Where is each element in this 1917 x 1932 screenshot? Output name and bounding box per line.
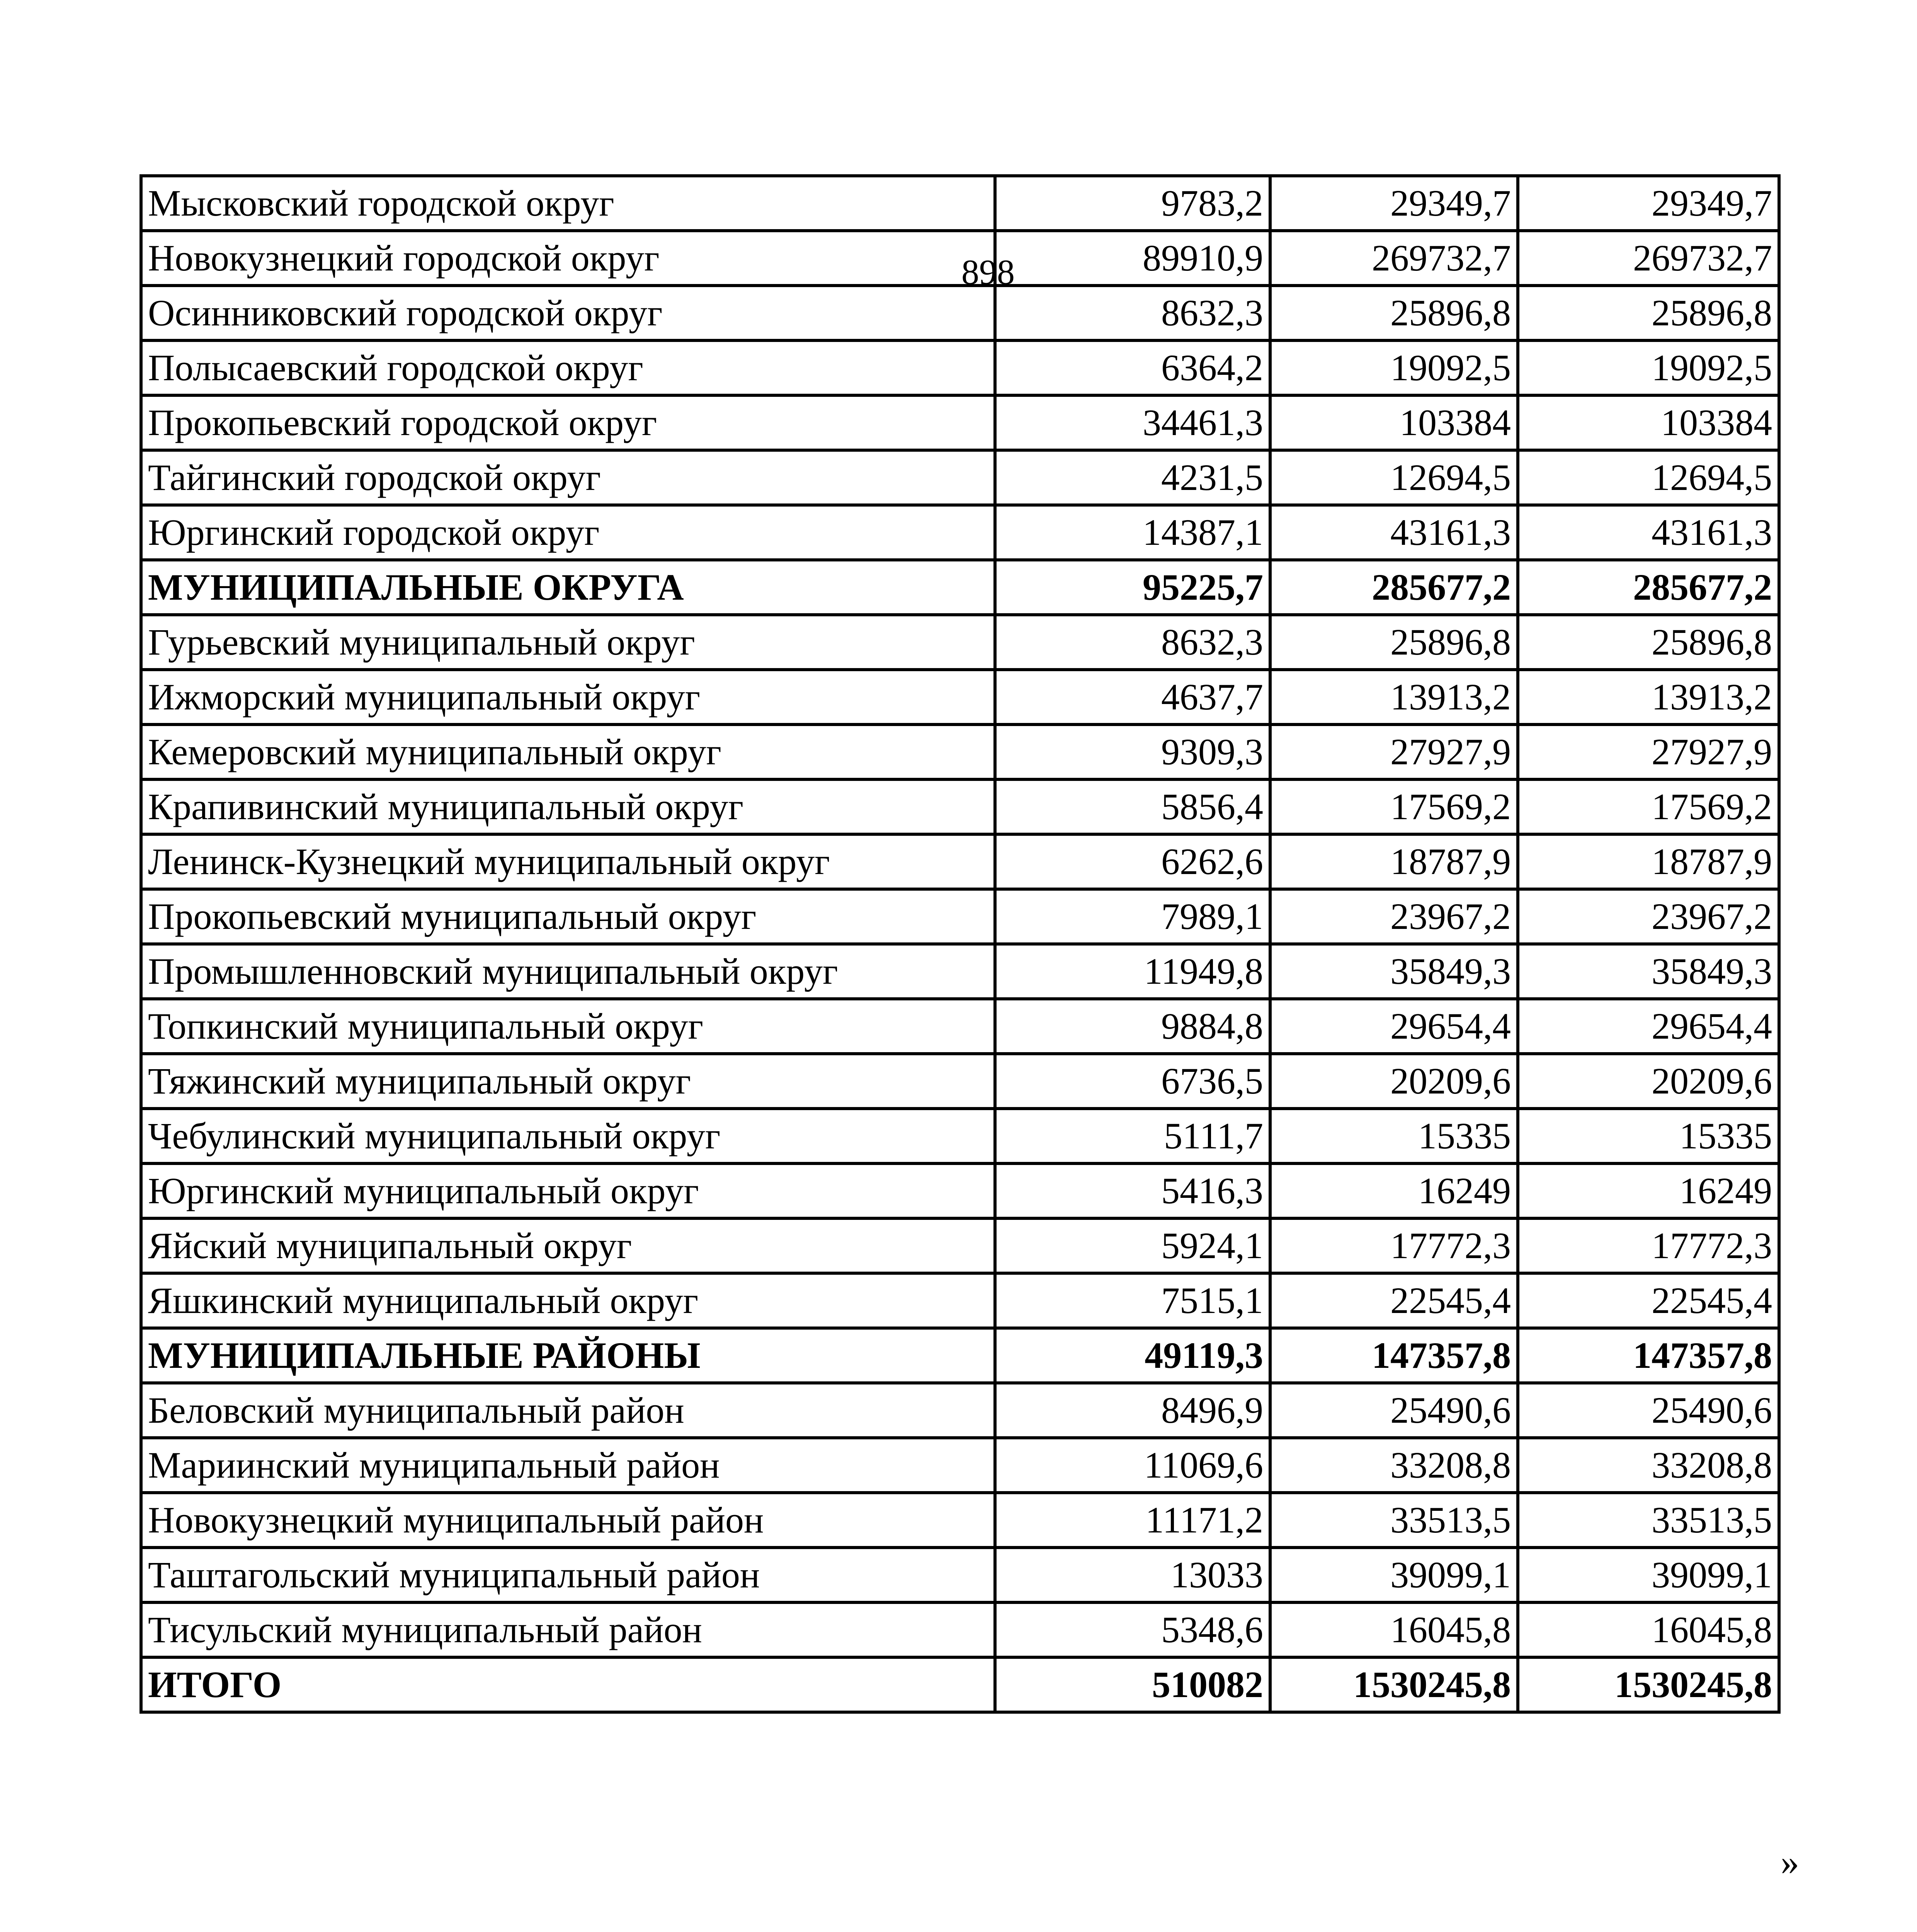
value-cell-3: 269732,7 [1518, 231, 1779, 286]
value-cell-2: 103384 [1270, 395, 1518, 450]
value-cell-1: 5111,7 [995, 1109, 1270, 1163]
value-cell-2: 23967,2 [1270, 889, 1518, 944]
value-cell-3: 20209,6 [1518, 1054, 1779, 1109]
region-name-cell: Мысковский городской округ [141, 176, 995, 231]
value-cell-2: 18787,9 [1270, 834, 1518, 889]
region-name-cell: Чебулинский муниципальный округ [141, 1109, 995, 1163]
value-cell-2: 39099,1 [1270, 1548, 1518, 1602]
region-name-cell: Юргинский муниципальный округ [141, 1163, 995, 1218]
value-cell-3: 19092,5 [1518, 340, 1779, 395]
value-cell-2: 16249 [1270, 1163, 1518, 1218]
table-row [141, 395, 1779, 450]
table-row-subtotal [141, 1657, 1779, 1712]
table-row-subtotal [141, 560, 1779, 615]
value-cell-1: 8496,9 [995, 1383, 1270, 1438]
value-cell-3: 147357,8 [1518, 1328, 1779, 1383]
value-cell-2: 27927,9 [1270, 724, 1518, 779]
value-cell-3: 33208,8 [1518, 1438, 1779, 1493]
region-name-cell: Яшкинский муниципальный округ [141, 1273, 995, 1328]
region-name-cell: Беловский муниципальный район [141, 1383, 995, 1438]
region-name-cell: Тисульский муниципальный район [141, 1602, 995, 1657]
value-cell-1: 49119,3 [995, 1328, 1270, 1383]
value-cell-3: 23967,2 [1518, 889, 1779, 944]
value-cell-1: 5856,4 [995, 779, 1270, 834]
region-name-cell: Промышленновский муниципальный округ [141, 944, 995, 999]
table-row [141, 450, 1779, 505]
value-cell-1: 34461,3 [995, 395, 1270, 450]
region-name-cell: Новокузнецкий городской округ [141, 231, 995, 286]
value-cell-2: 35849,3 [1270, 944, 1518, 999]
value-cell-3: 16249 [1518, 1163, 1779, 1218]
table-row [141, 286, 1779, 340]
value-cell-3: 29349,7 [1518, 176, 1779, 231]
table-row [141, 1273, 1779, 1328]
value-cell-2: 15335 [1270, 1109, 1518, 1163]
value-cell-1: 9884,8 [995, 999, 1270, 1054]
value-cell-3: 25896,8 [1518, 615, 1779, 670]
value-cell-1: 510082 [995, 1657, 1270, 1712]
value-cell-1: 7989,1 [995, 889, 1270, 944]
value-cell-2: 17772,3 [1270, 1218, 1518, 1273]
value-cell-1: 4231,5 [995, 450, 1270, 505]
table-row [141, 1218, 1779, 1273]
value-cell-3: 103384 [1518, 395, 1779, 450]
table-row [141, 724, 1779, 779]
table-row [141, 615, 1779, 670]
value-cell-2: 147357,8 [1270, 1328, 1518, 1383]
table-row [141, 505, 1779, 560]
value-cell-2: 13913,2 [1270, 670, 1518, 724]
region-name-cell: Тяжинский муниципальный округ [141, 1054, 995, 1109]
value-cell-2: 12694,5 [1270, 450, 1518, 505]
table-row [141, 176, 1779, 231]
table-row [141, 1109, 1779, 1163]
region-name-cell: Таштагольский муниципальный район [141, 1548, 995, 1602]
value-cell-3: 1530245,8 [1518, 1657, 1779, 1712]
value-cell-3: 39099,1 [1518, 1548, 1779, 1602]
value-cell-3: 18787,9 [1518, 834, 1779, 889]
value-cell-3: 12694,5 [1518, 450, 1779, 505]
table-row [141, 1438, 1779, 1493]
value-cell-1: 95225,7 [995, 560, 1270, 615]
value-cell-1: 13033 [995, 1548, 1270, 1602]
region-name-cell: Полысаевский городской округ [141, 340, 995, 395]
region-name-cell: ИТОГО [141, 1657, 995, 1712]
value-cell-1: 14387,1 [995, 505, 1270, 560]
value-cell-3: 35849,3 [1518, 944, 1779, 999]
table-row [141, 999, 1779, 1054]
value-cell-3: 15335 [1518, 1109, 1779, 1163]
table-row [141, 889, 1779, 944]
value-cell-2: 33513,5 [1270, 1493, 1518, 1548]
value-cell-3: 43161,3 [1518, 505, 1779, 560]
value-cell-1: 11949,8 [995, 944, 1270, 999]
table-row [141, 779, 1779, 834]
table-row [141, 1383, 1779, 1438]
value-cell-2: 22545,4 [1270, 1273, 1518, 1328]
region-name-cell: Топкинский муниципальный округ [141, 999, 995, 1054]
value-cell-1: 8632,3 [995, 286, 1270, 340]
value-cell-2: 17569,2 [1270, 779, 1518, 834]
value-cell-2: 285677,2 [1270, 560, 1518, 615]
value-cell-2: 1530245,8 [1270, 1657, 1518, 1712]
value-cell-3: 29654,4 [1518, 999, 1779, 1054]
value-cell-2: 16045,8 [1270, 1602, 1518, 1657]
value-cell-1: 6364,2 [995, 340, 1270, 395]
value-cell-1: 5348,6 [995, 1602, 1270, 1657]
value-cell-2: 19092,5 [1270, 340, 1518, 395]
value-cell-1: 8632,3 [995, 615, 1270, 670]
value-cell-2: 29349,7 [1270, 176, 1518, 231]
closing-quote-mark: » [1781, 1841, 1799, 1883]
table-row [141, 1602, 1779, 1657]
value-cell-1: 11171,2 [995, 1493, 1270, 1548]
value-cell-1: 89910,9 [995, 231, 1270, 286]
value-cell-1: 6262,6 [995, 834, 1270, 889]
value-cell-2: 20209,6 [1270, 1054, 1518, 1109]
value-cell-3: 33513,5 [1518, 1493, 1779, 1548]
value-cell-3: 17569,2 [1518, 779, 1779, 834]
region-name-cell: Крапивинский муниципальный округ [141, 779, 995, 834]
region-name-cell: Гурьевский муниципальный округ [141, 615, 995, 670]
value-cell-1: 5416,3 [995, 1163, 1270, 1218]
table-row [141, 834, 1779, 889]
value-cell-2: 25490,6 [1270, 1383, 1518, 1438]
value-cell-1: 11069,6 [995, 1438, 1270, 1493]
value-cell-1: 9309,3 [995, 724, 1270, 779]
value-cell-3: 27927,9 [1518, 724, 1779, 779]
region-name-cell: МУНИЦИПАЛЬНЫЕ РАЙОНЫ [141, 1328, 995, 1383]
region-name-cell: Кемеровский муниципальный округ [141, 724, 995, 779]
value-cell-3: 285677,2 [1518, 560, 1779, 615]
region-name-cell: Ижморский муниципальный округ [141, 670, 995, 724]
value-cell-3: 17772,3 [1518, 1218, 1779, 1273]
table-row [141, 231, 1779, 286]
value-cell-1: 9783,2 [995, 176, 1270, 231]
value-cell-3: 25490,6 [1518, 1383, 1779, 1438]
table-body [141, 176, 1779, 1712]
region-name-cell: Юргинский городской округ [141, 505, 995, 560]
table-row [141, 944, 1779, 999]
value-cell-3: 25896,8 [1518, 286, 1779, 340]
value-cell-3: 22545,4 [1518, 1273, 1779, 1328]
region-name-cell: Новокузнецкий муниципальный район [141, 1493, 995, 1548]
region-name-cell: Ленинск-Кузнецкий муниципальный округ [141, 834, 995, 889]
allocation-table [139, 174, 1781, 1714]
region-name-cell: Яйский муниципальный округ [141, 1218, 995, 1273]
page-number: 898 [961, 252, 1015, 292]
value-cell-1: 6736,5 [995, 1054, 1270, 1109]
value-cell-2: 269732,7 [1270, 231, 1518, 286]
table-row [141, 1548, 1779, 1602]
value-cell-1: 4637,7 [995, 670, 1270, 724]
value-cell-2: 43161,3 [1270, 505, 1518, 560]
table-row [141, 670, 1779, 724]
table-row [141, 340, 1779, 395]
region-name-cell: Прокопьевский городской округ [141, 395, 995, 450]
value-cell-2: 33208,8 [1270, 1438, 1518, 1493]
value-cell-2: 25896,8 [1270, 286, 1518, 340]
value-cell-2: 29654,4 [1270, 999, 1518, 1054]
region-name-cell: Мариинский муниципальный район [141, 1438, 995, 1493]
value-cell-3: 16045,8 [1518, 1602, 1779, 1657]
table-row [141, 1493, 1779, 1548]
value-cell-1: 5924,1 [995, 1218, 1270, 1273]
region-name-cell: Осинниковский городской округ [141, 286, 995, 340]
region-name-cell: Тайгинский городской округ [141, 450, 995, 505]
value-cell-1: 7515,1 [995, 1273, 1270, 1328]
table-row-subtotal [141, 1328, 1779, 1383]
table-row [141, 1163, 1779, 1218]
value-cell-3: 13913,2 [1518, 670, 1779, 724]
value-cell-2: 25896,8 [1270, 615, 1518, 670]
table-row [141, 1054, 1779, 1109]
region-name-cell: МУНИЦИПАЛЬНЫЕ ОКРУГА [141, 560, 995, 615]
region-name-cell: Прокопьевский муниципальный округ [141, 889, 995, 944]
